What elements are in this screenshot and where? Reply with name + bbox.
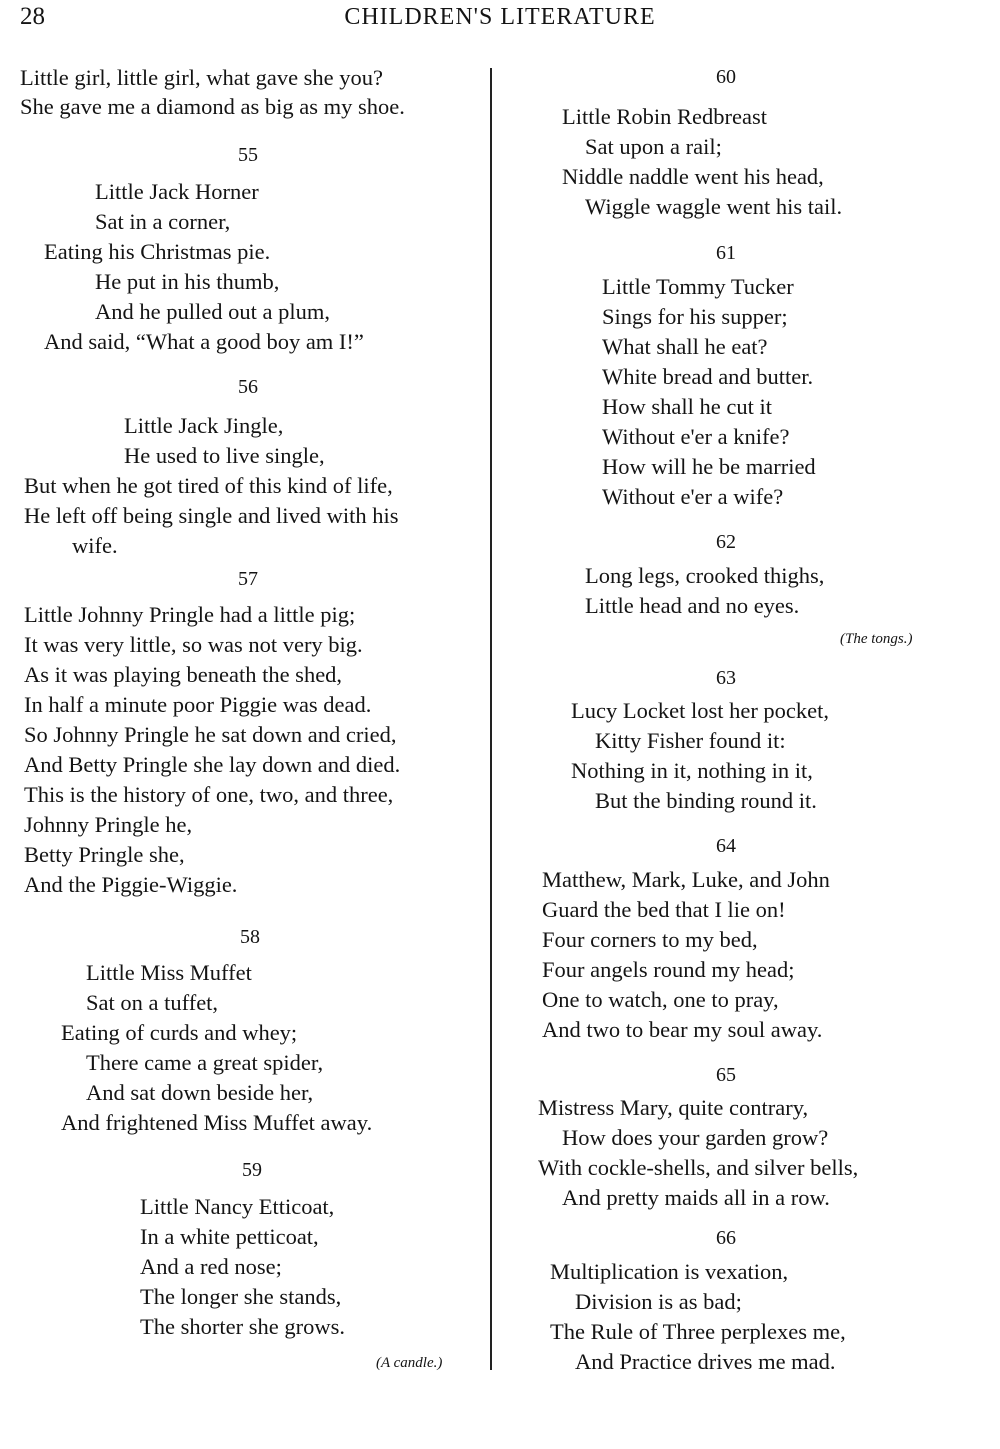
verse-line: Division is as bad; [575, 1289, 742, 1314]
poem-number: 66 [716, 1227, 736, 1249]
verse-line: This is the history of one, two, and three, [24, 782, 394, 807]
verse-line: And sat down beside her, [86, 1080, 314, 1105]
verse-line: Nothing in it, nothing in it, [571, 758, 813, 783]
verse-line: He used to live single, [124, 443, 325, 468]
verse-line: Eating of curds and whey; [61, 1020, 298, 1045]
verse-line: Without e'er a knife? [602, 424, 790, 449]
verse-line: Sat in a corner, [95, 209, 231, 234]
verse-line: The Rule of Three perplexes me, [550, 1319, 846, 1344]
verse-line: Guard the bed that I lie on! [542, 897, 786, 922]
verse-line: Mistress Mary, quite contrary, [538, 1095, 809, 1120]
verse-line: The longer she stands, [140, 1284, 342, 1309]
riddle-answer: (A candle.) [376, 1355, 443, 1371]
poem-number: 60 [716, 66, 736, 88]
verse-line: Niddle naddle went his head, [562, 164, 824, 189]
verse-line: Four angels round my head; [542, 957, 795, 982]
verse-line: Wiggle waggle went his tail. [585, 194, 843, 219]
verse-line: Johnny Pringle he, [24, 812, 193, 837]
verse-line: It was very little, so was not very big. [24, 632, 363, 657]
verse-line: Without e'er a wife? [602, 484, 784, 509]
verse-line: Lucy Locket lost her pocket, [571, 698, 830, 723]
verse-line: Little Jack Horner [95, 179, 259, 204]
poem-number: 61 [716, 242, 736, 264]
running-head: CHILDREN'S LITERATURE [344, 4, 656, 30]
verse-line: Little girl, little girl, what gave she you? [20, 65, 384, 90]
verse-line: He left off being single and lived with his [24, 503, 399, 528]
verse-line: She gave me a diamond as big as my shoe. [20, 94, 405, 119]
verse-line: Little Johnny Pringle had a little pig; [24, 602, 356, 627]
verse-line: And pretty maids all in a row. [562, 1185, 830, 1210]
verse-line: Sat upon a rail; [585, 134, 722, 159]
verse-line: Little Robin Redbreast [562, 104, 767, 129]
verse-line: And Betty Pringle she lay down and died. [24, 752, 401, 777]
verse-line: There came a great spider, [86, 1050, 324, 1075]
poem-number: 56 [238, 376, 258, 398]
verse-line: And Practice drives me mad. [575, 1349, 836, 1374]
verse-line: And said, “What a good boy am I!” [44, 329, 364, 354]
verse-line: How does your garden grow? [562, 1125, 829, 1150]
verse-line: And frightened Miss Muffet away. [61, 1110, 373, 1135]
verse-line: How will he be married [602, 454, 816, 479]
verse-line: But the binding round it. [595, 788, 817, 813]
verse-line: And two to bear my soul away. [542, 1017, 823, 1042]
poem-number: 59 [242, 1159, 262, 1181]
poem-number: 57 [238, 568, 258, 590]
verse-line: Little Nancy Etticoat, [140, 1194, 335, 1219]
verse-line: But when he got tired of this kind of life, [24, 473, 393, 498]
page-number: 28 [20, 3, 45, 30]
column-divider [490, 68, 492, 1370]
verse-line: Little Miss Muffet [86, 960, 252, 985]
verse-line: In half a minute poor Piggie was dead. [24, 692, 372, 717]
verse-line: With cockle-shells, and silver bells, [538, 1155, 859, 1180]
poem-number: 65 [716, 1064, 736, 1086]
poem-number: 58 [240, 926, 260, 948]
verse-line: He put in his thumb, [95, 269, 280, 294]
verse-line: And he pulled out a plum, [95, 299, 330, 324]
verse-line: Little Jack Jingle, [124, 413, 284, 438]
verse-line: Eating his Christmas pie. [44, 239, 271, 264]
verse-line: Sings for his supper; [602, 304, 788, 329]
verse-line: Kitty Fisher found it: [595, 728, 786, 753]
poem-number: 62 [716, 531, 736, 553]
verse-line: And the Piggie-Wiggie. [24, 872, 238, 897]
verse-line: Betty Pringle she, [24, 842, 185, 867]
verse-line: Long legs, crooked thighs, [585, 563, 825, 588]
verse-line: White bread and butter. [602, 364, 814, 389]
verse-line: wife. [72, 533, 118, 558]
verse-line: In a white petticoat, [140, 1224, 319, 1249]
verse-line: Four corners to my bed, [542, 927, 758, 952]
poem-number: 64 [716, 835, 736, 857]
verse-line: Little Tommy Tucker [602, 274, 794, 299]
verse-line: How shall he cut it [602, 394, 772, 419]
verse-line: Sat on a tuffet, [86, 990, 219, 1015]
verse-line: One to watch, one to pray, [542, 987, 779, 1012]
verse-line: What shall he eat? [602, 334, 768, 359]
verse-line: The shorter she grows. [140, 1314, 345, 1339]
riddle-answer: (The tongs.) [840, 631, 913, 647]
verse-line: Matthew, Mark, Luke, and John [542, 867, 830, 892]
poem-number: 55 [238, 144, 258, 166]
verse-line: Multiplication is vexation, [550, 1259, 789, 1284]
verse-line: As it was playing beneath the shed, [24, 662, 343, 687]
verse-line: So Johnny Pringle he sat down and cried, [24, 722, 397, 747]
verse-line: And a red nose; [140, 1254, 282, 1279]
verse-line: Little head and no eyes. [585, 593, 800, 618]
poem-number: 63 [716, 667, 736, 689]
